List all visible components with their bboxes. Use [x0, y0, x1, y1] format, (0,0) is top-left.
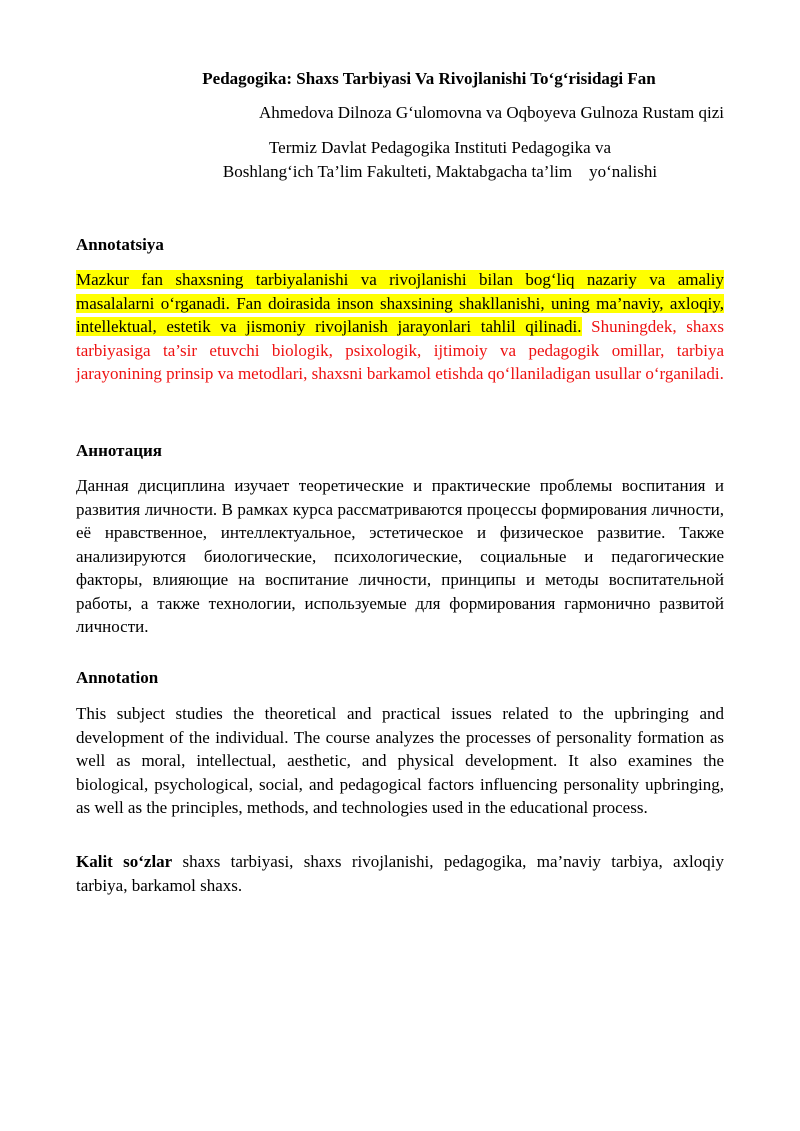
affiliation-line-2: Boshlang‘ich Ta’lim Fakulteti, Maktabgacha ta’lim yo‘nalishi: [222, 162, 658, 181]
affiliation-line-1: Termiz Davlat Pedagogika Instituti Pedagogika va: [268, 138, 612, 157]
paper-title: Pedagogika: Shaxs Tarbiyasi Va Rivojlanishi To‘g‘risidagi Fan: [202, 69, 656, 88]
annotaciya-ru-heading: Аннотация: [76, 441, 162, 460]
red-text: Shuningdek, shaxs tarbiyasiga ta’sir etuvchi biologik, psixologik, ijtimoiy va pedagogik omillar, tarbiya jarayonining prinsip va metodlari, shaxsni barkamol etishda qo‘llaniladigan usullar o‘rganiladi.: [76, 317, 724, 383]
paper-authors: Ahmedova Dilnoza G‘ulomovna va Oqboyeva Gulnoza Rustam qizi: [258, 103, 724, 122]
keywords-paragraph: [76, 850, 724, 897]
keywords-text: shaxs tarbiyasi, shaxs rivojlanishi, pedagogika, ma’naviy tarbiya, axloqiy tarbiya, barkamol shaxs.: [76, 852, 724, 895]
highlighted-text: Mazkur fan shaxsning tarbiyalanishi va rivojlanishi bilan bog‘liq nazariy va amaliy masalalarni o‘rganadi. Fan doirasida inson shaxsining shakllanishi, uning ma’naviy, axloqiy, intellektual, estetik va jismoniy rivojlanish jarayonlari tahlil qilinadi.: [76, 270, 724, 336]
annotatsiya-heading: Annotatsiya: [76, 235, 164, 254]
annotaciya-ru-paragraph: Данная дисциплина изучает теоретические и практические проблемы воспитания и развития личности. В рамках курса рассматриваются процессы формирования личности, её нравственное, интеллектуальное, эстетическое и физическое развитие. Также анализируются биологические, психологические, социальные и педагогические факторы, влияющие на воспитание личности, принципы и методы воспитательной работы, а также технологии, используемые для формирования гармонично развитой личности.: [76, 476, 724, 636]
annotation-en-heading: Annotation: [76, 668, 159, 687]
annotation-en-paragraph: This subject studies the theoretical and practical issues related to the upbringing and development of the individual. The course analyzes the processes of personality formation as well as moral, intellectual, aesthetic, and physical development. It also examines the biological, psychological, social, and pedagogical factors influencing personality upbringing, as well as the principles, methods, and technologies used in the educational process.: [76, 704, 724, 817]
keywords-label: Kalit so‘zlar: [76, 852, 173, 871]
annotatsiya-paragraph: [76, 268, 724, 386]
paper-affiliation: [160, 136, 720, 184]
